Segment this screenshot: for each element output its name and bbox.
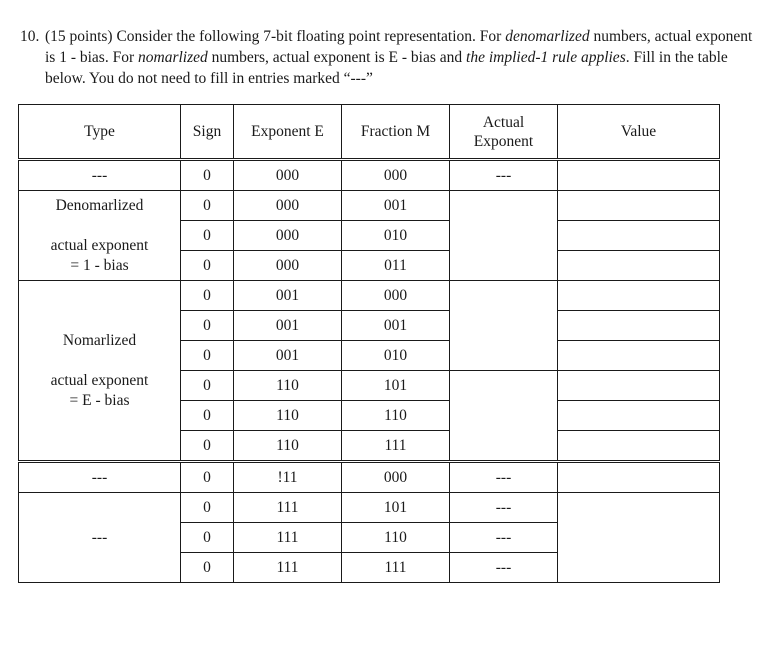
sign-cell: 0 xyxy=(181,191,234,221)
question-number: 10. xyxy=(20,28,40,45)
value-input-cell[interactable] xyxy=(558,251,720,281)
value-input-cell[interactable] xyxy=(558,281,720,311)
actual-exponent-cell: --- xyxy=(450,462,558,493)
question-body xyxy=(45,26,760,89)
value-input-cell[interactable] xyxy=(558,431,720,462)
fraction-cell: 001 xyxy=(342,311,450,341)
question-segment: . Fill in the table below. You do not need to fill in entries marked “---” xyxy=(45,49,728,87)
type-nan: --- xyxy=(19,493,181,583)
fraction-cell: 010 xyxy=(342,221,450,251)
table-row xyxy=(19,191,720,221)
fraction-cell: 000 xyxy=(342,160,450,191)
value-input-cell[interactable] xyxy=(558,341,720,371)
actual-exponent-cell: --- xyxy=(450,493,558,523)
fraction-cell: 101 xyxy=(342,493,450,523)
sign-cell: 0 xyxy=(181,341,234,371)
value-input-cell[interactable] xyxy=(558,221,720,251)
table-row xyxy=(19,281,720,311)
exponent-cell: 110 xyxy=(234,431,342,462)
float-representation-table xyxy=(18,104,720,583)
header-type: Type xyxy=(19,105,181,160)
type-normalized-note: actual exponent = E - bias xyxy=(50,371,149,409)
exponent-cell: 001 xyxy=(234,311,342,341)
exponent-cell: 001 xyxy=(234,281,342,311)
exponent-cell: 111 xyxy=(234,523,342,553)
sign-cell: 0 xyxy=(181,523,234,553)
table-header-row xyxy=(19,105,720,160)
sign-cell: 0 xyxy=(181,221,234,251)
fraction-cell: 101 xyxy=(342,371,450,401)
sign-cell: 0 xyxy=(181,251,234,281)
value-input-cell[interactable] xyxy=(558,401,720,431)
sign-cell: 0 xyxy=(181,493,234,523)
sign-cell: 0 xyxy=(181,553,234,583)
actual-exponent-input-denorm[interactable] xyxy=(450,191,558,281)
type-denormalized xyxy=(19,191,181,281)
sign-cell: 0 xyxy=(181,401,234,431)
value-input-cell[interactable] xyxy=(558,462,720,493)
exponent-cell: 110 xyxy=(234,371,342,401)
header-fraction: Fraction M xyxy=(342,105,450,160)
fraction-cell: 111 xyxy=(342,431,450,462)
question-segment: numbers, actual exponent is 1 - bias. For xyxy=(45,28,753,66)
actual-exponent-cell: --- xyxy=(450,160,558,191)
value-input-cell[interactable] xyxy=(558,311,720,341)
float-table-wrapper xyxy=(18,104,720,583)
question-text xyxy=(20,26,760,89)
value-input-cell[interactable] xyxy=(558,191,720,221)
table-row xyxy=(19,493,720,523)
fraction-cell: 001 xyxy=(342,191,450,221)
type-infinity: --- xyxy=(19,462,181,493)
header-actual-exponent: Actual Exponent xyxy=(450,105,558,160)
header-sign: Sign xyxy=(181,105,234,160)
type-zero: --- xyxy=(19,160,181,191)
header-value: Value xyxy=(558,105,720,160)
type-denormalized-note: actual exponent = 1 - bias xyxy=(50,236,149,274)
table-row xyxy=(19,160,720,191)
exponent-cell: 000 xyxy=(234,221,342,251)
fraction-cell: 000 xyxy=(342,462,450,493)
sign-cell: 0 xyxy=(181,462,234,493)
question-emphasis: denomarlized xyxy=(505,28,590,45)
fraction-cell: 110 xyxy=(342,523,450,553)
actual-exponent-cell: --- xyxy=(450,523,558,553)
question-segment: numbers, actual exponent is E - bias and xyxy=(207,49,467,66)
header-exponent: Exponent E xyxy=(234,105,342,160)
sign-cell: 0 xyxy=(181,431,234,462)
exponent-cell: 110 xyxy=(234,401,342,431)
fraction-cell: 111 xyxy=(342,553,450,583)
type-denormalized-title: Denomarlized xyxy=(55,196,144,214)
question-emphasis: the implied-1 rule applies xyxy=(466,49,626,66)
exponent-cell: 111 xyxy=(234,553,342,583)
value-input-cell[interactable] xyxy=(558,371,720,401)
exponent-cell: 000 xyxy=(234,191,342,221)
fraction-cell: 110 xyxy=(342,401,450,431)
exponent-cell: !11 xyxy=(234,462,342,493)
fraction-cell: 010 xyxy=(342,341,450,371)
table-row xyxy=(19,462,720,493)
question-segment: (15 points) Consider the following 7-bit floating point representation. For xyxy=(45,28,506,45)
fraction-cell: 000 xyxy=(342,281,450,311)
exponent-cell: 001 xyxy=(234,341,342,371)
value-input-nan[interactable] xyxy=(558,493,720,583)
sign-cell: 0 xyxy=(181,160,234,191)
sign-cell: 0 xyxy=(181,371,234,401)
sign-cell: 0 xyxy=(181,311,234,341)
actual-exponent-input-norm-001[interactable] xyxy=(450,281,558,371)
type-normalized xyxy=(19,281,181,462)
exponent-cell: 111 xyxy=(234,493,342,523)
sign-cell: 0 xyxy=(181,281,234,311)
exponent-cell: 000 xyxy=(234,160,342,191)
value-input-cell[interactable] xyxy=(558,160,720,191)
actual-exponent-cell: --- xyxy=(450,553,558,583)
actual-exponent-input-norm-110[interactable] xyxy=(450,371,558,462)
fraction-cell: 011 xyxy=(342,251,450,281)
question-emphasis: nomarlized xyxy=(138,49,208,66)
type-normalized-title: Nomarlized xyxy=(62,331,137,349)
exponent-cell: 000 xyxy=(234,251,342,281)
